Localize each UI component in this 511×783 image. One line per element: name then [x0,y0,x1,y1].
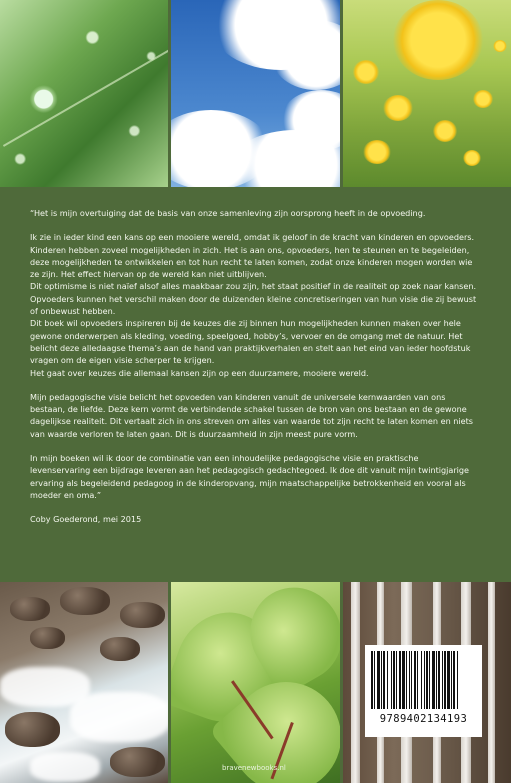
barcode-bars [371,651,476,709]
top-photo-strip [0,0,511,187]
paragraph-experience: In mijn boeken wil ik door de combinatie van een inhoudelijke pedagogische visie en praktische levenservaring een bijdrage leveren aan het pedagogisch gedachtegoed. Ik doe dit vanuit mijn twintigjarige ervaring als begeleidend pedagoog in de kinderopvang, mijn maatschappelijke betrokkenheid en vooral als moeder en oma.” [30,453,470,500]
author-signature: Coby Goederond, mei 2015 [30,514,142,525]
back-cover-text [0,187,511,582]
paragraph-choices: Het gaat over keuzes die allemaal kansen zijn op een duurzamere, mooiere wereld. [30,367,369,378]
paragraph-optimism: Dit optimisme is niet naïef alsof alles maakbaar zou zijn, het staat positief in de realiteit op zoek naar kansen. Opvoeders kunnen het verschil maken door de duizenden kleine concretiseringen van hun visie die zij bewust of onbewust hebben. [30,281,477,317]
isbn-barcode [365,645,482,737]
stream-rocks-photo [0,582,168,783]
paragraph-vision: Mijn pedagogische visie belicht het opvoeden van kinderen vanuit de universele kernwaarden van ons bestaan, de liefde. Deze kern vormt de verbindende schakel tussen de bron van ons bestaan en de gewone dagelijkse realiteit. Dit vertaalt zich in ons streven om alles van waarde tot zijn recht te laten komen en niets van waarde verloren te laten gaan. Dit is duurzaamheid in zijn meest pure vorm. [30,391,474,439]
water-drops-leaf-photo [0,0,168,187]
isbn-number: 9789402134193 [379,713,468,725]
paragraph-potential: Ik zie in ieder kind een kans op een mooiere wereld, omdat ik geloof in de kracht van kinderen en opvoeders. Kinderen hebben zoveel mogelijkheden in zich. Het is aan ons, opvoeders, hen te steunen en te begeleiden, deze mogelijkheden te ontwikkelen en tot hun recht te laten komen, zodat onze kinderen mogen worden wie ze zijn. Het effect hiervan op de wereld kan niet uitblijven. [30,232,475,280]
publisher-url: bravenewbooks.nl [222,764,286,772]
yellow-flowers-meadow-photo [343,0,511,187]
intro-quote: “Het is mijn overtuiging dat de basis van onze samenleving zijn oorsprong heeft in de opvoeding. [30,208,426,218]
green-leaves-photo [171,582,339,783]
paragraph-book-purpose: Dit boek wil opvoeders inspireren bij de keuzes die zij binnen hun mogelijkheden kunnen maken over hele gewone onderwerpen als kleding, voeding, speelgoed, hobby’s, vervoer en de omgang met de natuur. Het belicht deze alledaagse thema’s aan de hand van praktijkverhalen en stelt aan het eind van ieder hoofdstuk vragen om de eigen visie scherper te krijgen. [30,318,471,366]
blue-sky-clouds-photo [171,0,339,187]
